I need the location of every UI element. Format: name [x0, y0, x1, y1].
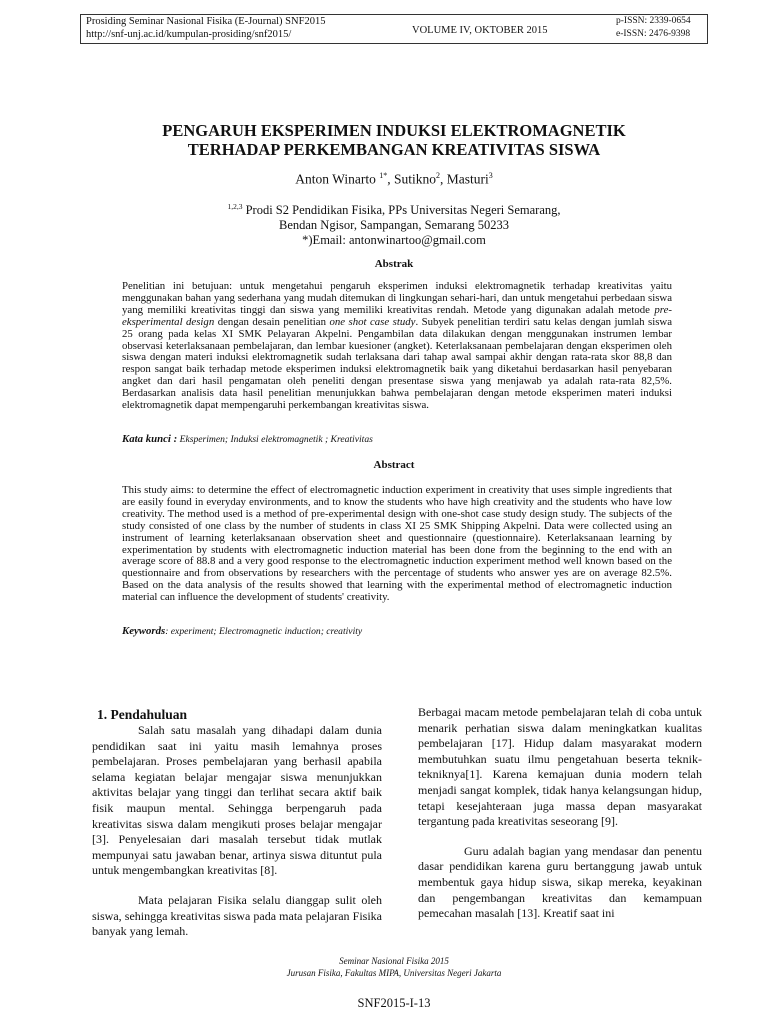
abstrak-text-1: Penelitian ini betujuan: untuk mengetahui pengaruh eksperimen induksi elektromagnetik terhadap kreativitas yaitu menggunakan bahan yang sederhana yang mudah ditemukan di lingkungan sehari-hari, dan untuk mengetahui perbedaan siswa yang memiliki kreativitas tinggi dan siswa yang memiliki kreativitas rendah. Metode yang digunakan adalah metode [122, 280, 672, 316]
affiliation-line1: Prodi S2 Pendidikan Fisika, PPs Universitas Negeri Semarang, [242, 203, 561, 218]
right-paragraph-1: Berbagai macam metode pembelajaran telah di coba untuk menarik perhatian siswa dalam meningkatkan kualitas pembelajaran [17]. Hidup dalam masyarakat modern membutuhkan suatu ilmu pengetahuan beserta teknik-tekniknya[1]. Karena kemajuan dunia modern telah menjadi sangat komplek, tidak hanya kelangsungan hidup, tetapi kesejahteraan juga massa depan masyarakat tergantung pada kreativitas seseorang [9]. [418, 705, 702, 829]
abstract-body: This study aims: to determine the effect of electromagnetic induction experiment in creativity that uses simple ingredients that are easily found in everyday environments, and to know the students who have high creativity and the students who have low creativity. The method used is a method of pre-experimental design with one-shot case study design study. The subjects of the study consisted of one class by the number of students in class XI 25 SMK Shipping Akpelni. Data were collected using an instrument of learning keterlaksanaan observation sheet and questionnaire (questionnaire). Keterlaksanaan learning by experimentation by students with electromagnetic induction material has been done from the beginning to the end with an average score of 88.8 and a very good response to the electromagnetic induction experiment method well known based on the questionnaire and from observations by researchers with the percentage of students who answer yes are on average 82.5%. Based on the data analysis of the results showed that learning with the experimental method of electromagnetic induction material can influence the development of students' creativity. [122, 484, 672, 604]
header-volume: VOLUME IV, OKTOBER 2015 [412, 25, 548, 36]
abstrak-heading: Abstrak [374, 258, 414, 270]
right-column [418, 705, 702, 922]
paper-title [80, 121, 708, 159]
footer-seminar: Seminar Nasional Fisika 2015 [339, 956, 449, 966]
abstrak-italic-1: pre-eksperimental design [122, 303, 672, 328]
abstrak-body [122, 281, 672, 412]
abstract-heading: Abstract [373, 459, 415, 471]
author-3-affil: 3 [488, 171, 493, 180]
paper-title-line2: TERHADAP PERKEMBANGAN KREATIVITAS SISWA [187, 140, 601, 159]
page-number: SNF2015-I-13 [357, 996, 431, 1010]
affiliation [80, 199, 708, 248]
affiliation-sup: 1,2,3 [227, 202, 243, 211]
footer-institution: Jurusan Fisika, Fakultas MIPA, Universitas Negeri Jakarta [286, 968, 502, 978]
kata-kunci-label: Kata kunci : [122, 433, 178, 445]
left-paragraph-2: Mata pelajaran Fisika selalu dianggap sulit oleh siswa, sehingga kreativitas siswa pada mata pelajaran Fisika banyak yang lemah. [92, 892, 382, 939]
header-eissn: e-ISSN: 2476-9398 [616, 28, 691, 39]
right-paragraph-2: Guru adalah bagian yang mendasar dan penentu dasar pendidikan karena guru bertanggung jawab untuk membentuk gaya hidup siswa, sikap mereka, keyakinan dan pengembangan kreativitas dan kemampuan pemecahan masalah [13]. Kreatif saat ini [418, 843, 702, 921]
author-3: , Masturi [439, 171, 489, 187]
header-pissn: p-ISSN: 2339-0654 [616, 16, 691, 26]
left-paragraph-1: Salah satu masalah yang dihadapi dalam dunia pendidikan saat ini yaitu masih lemahnya proses pembelajaran. Proses pembelajaran yang berhasil apabila selama kegiatan belajar mengajar siswa menunjukkan aktivitas belajar yang tinggi dan terlihat secara aktif baik fisik maupun mental. Sehingga berpengaruh pada kreativitas siswa dalam mengikuti proses belajar mengajar [3]. Penyelesaian dari masalah tersebut tidak mutlak mempunyai satu jawaban benar, artinya siswa dituntut pula untuk mengembangkan kreativitas [8]. [92, 723, 382, 878]
keywords-label: Keywords [122, 625, 166, 637]
footer [80, 955, 708, 979]
keywords-value: : experiment; Electromagnetic induction; creativity [165, 626, 363, 637]
abstrak-text-2: dengan desain penelitian [214, 315, 330, 328]
paper-title-line1: PENGARUH EKSPERIMEN INDUKSI ELEKTROMAGNETIK [162, 121, 626, 140]
header-proceedings-name: Prosiding Seminar Nasional Fisika (E-Journal) SNF2015 [86, 16, 326, 27]
author-2-affil: 2 [435, 171, 440, 180]
abstrak-italic-2: one shot case study [329, 315, 416, 328]
kata-kunci [122, 433, 672, 445]
keywords [122, 625, 672, 637]
abstrak-text-3: . Subyek penelitian terdiri satu kelas dengan jumlah siswa 25 orang pada kelas XI SMK Pelayaran Akpelni. Pengambilan data dilakukan dengan menggunakan instrumen lembar observasi keterlaksanaan pembelajaran, dan lembar kuesioner (angket). Keterlaksanaan pembelajaran dengan eksperimen oleh siswa dengan materi induksi elektromagnetik sudah terlaksana dari tahap awal sampai akhir dengan rata-rata skor 88,8 dan respon sangat baik terhadap metode eksperimen induksi elektromagnetik baik yang diketahui berdasarkan hasil penyebaran angket dan dari hasil pengamatan oleh peneliti dengan presentase siswa yang menjawab ya adalah rata-rata 82,5%. Berdasarkan analisis data hasil penelitian menunjukkan bahwa pembelajaran dengan metode eksperimen materi induksi elektromagnetik dapat mempengaruhi perkembangan kreativitas siswa. [122, 315, 672, 412]
header-url[interactable]: http://snf-unj.ac.id/kumpulan-prosiding/snf2015/ [86, 29, 292, 40]
author-list [80, 171, 708, 188]
author-2: , Sutikno [387, 171, 436, 187]
author-1: Anton Winarto [295, 171, 380, 187]
affiliation-email[interactable]: *)Email: antonwinartoo@gmail.com [302, 233, 486, 248]
section-heading-pendahuluan: 1. Pendahuluan [97, 707, 188, 722]
affiliation-line2: Bendan Ngisor, Sampangan, Semarang 50233 [278, 218, 509, 233]
left-column [92, 723, 382, 940]
author-1-affil: 1* [379, 171, 388, 180]
kata-kunci-value: Eksperimen; Induksi elektromagnetik ; Kreativitas [177, 434, 373, 445]
header-proceedings [86, 15, 325, 41]
header-issn [616, 15, 691, 40]
